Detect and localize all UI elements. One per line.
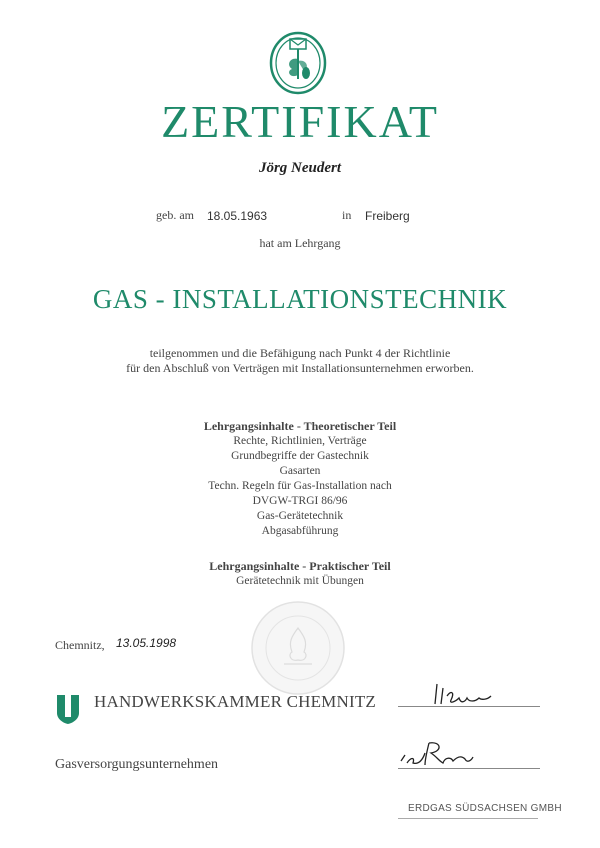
- company-stamp: ERDGAS SÜDSACHSEN GMBH: [408, 803, 562, 814]
- theory-section-title: Lehrgangsinhalte - Theoretischer Teil: [203, 419, 397, 433]
- theory-list: [0, 434, 600, 539]
- signature-utility: [395, 735, 495, 771]
- born-label: geb. am: [156, 208, 194, 222]
- birthplace: Freiberg: [365, 209, 410, 223]
- signature-line: [398, 768, 540, 769]
- practice-section-title: Lehrgangsinhalte - Praktischer Teil: [209, 559, 391, 573]
- description-line: teilgenommen und die Befähigung nach Punkt 4 der Richtlinie: [149, 346, 451, 360]
- list-item: DVGW-TRGI 86/96: [252, 495, 348, 507]
- description: [0, 346, 600, 376]
- list-item: Gerätetechnik mit Übungen: [236, 575, 364, 587]
- intro-text: hat am Lehrgang: [259, 236, 341, 250]
- signature-line: [398, 706, 540, 707]
- chamber-logo-icon: [55, 693, 81, 725]
- in-label: in: [342, 208, 352, 222]
- list-item: Gasarten: [279, 465, 321, 477]
- list-item: Rechte, Richtlinien, Verträge: [233, 435, 367, 447]
- utility-label: Gasversorgungsunternehmen: [55, 757, 219, 772]
- course-title: GAS - INSTALLATIONSTECHNIK: [92, 284, 508, 314]
- list-item: Grundbegriffe der Gastechnik: [231, 450, 369, 462]
- participant-name: Jörg Neudert: [258, 160, 342, 176]
- stamp-line: [398, 818, 538, 819]
- guild-emblem-icon: [268, 31, 328, 95]
- list-item: Abgasabführung: [261, 525, 339, 537]
- chamber-name: HANDWERKSKAMMER CHEMNITZ: [94, 692, 376, 711]
- embossed-seal-icon: [248, 598, 348, 698]
- description-line: für den Abschluß von Verträgen mit Installationsunternehmen erworben.: [126, 361, 474, 375]
- list-item: Techn. Regeln für Gas-Installation nach: [208, 480, 392, 492]
- certificate-title: ZERTIFIKAT: [161, 96, 439, 147]
- born-date: 18.05.1963: [207, 209, 268, 223]
- issue-date: 13.05.1998: [116, 636, 177, 650]
- issue-city: Chemnitz,: [55, 638, 105, 652]
- practice-list: [0, 574, 600, 589]
- list-item: Gas-Gerätetechnik: [256, 510, 344, 522]
